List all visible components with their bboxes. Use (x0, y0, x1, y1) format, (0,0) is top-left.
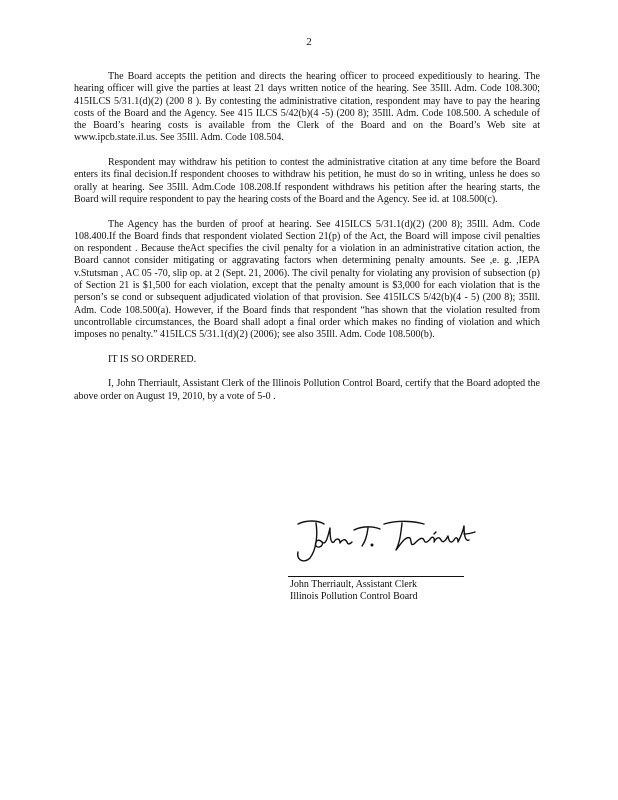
signature-block (290, 579, 418, 604)
paragraph-hearing: The Board accepts the petition and directs the hearing officer to proceed expeditiously to hearing. The hearing officer will give the parties at least 21 days written notice of the hearing. See 35Ill. Adm. Code 108.300; 415ILCS 5/31.1(d)(2) (200 8 ). By contesting the administrative citation, respondent may have to pay the hearing costs of the Board and the Agency. See 415 ILCS 5/42(b)(4 -5) (200 8); 35Ill. Adm. Code 108.500. A schedule of the Board’s hearing costs is available from the Clerk of the Board and on the Board’s Web site at www.ipcb.state.il.us. See 35Ill. Adm. Code 108.504. (74, 71, 540, 144)
paragraph-burden-of-proof: The Agency has the burden of proof at hearing. See 415ILCS 5/31.1(d)(2) (200 8); 35Ill. Adm. Code 108.400.If the Board finds that respondent violated Section 21(p) of the Act, the Board will impose civil penalties on respondent . Because theAct specifies the civil penalty for a violation in an administrative citation action, the Board cannot consider mitigating or aggravating factors when determining penalty amounts. See ,e. g. ,IEPA v.Stutsman , AC 05 -70, slip op. at 2 (Sept. 21, 2006). The civil penalty for violating any provision of subsection (p) of Section 21 is $1,500 for each violation, except that the penalty amount is $3,000 for each violation that is the person’s se cond or subsequent adjudicated violation of that provision. See 415ILCS 5/42(b)(4 - 5) (200 8); 35Ill. Adm. Code 108.500(a). However, if the Board finds that respondent “has shown that the violation resulted from uncontrollable circumstances, the Board shall adopt a final order which makes no finding of violation and which imposes no penalty.” 415ILCS 5/31.1(d)(2) (2006); see also 35Ill. Adm. Code 108.500(b). (74, 218, 540, 341)
order-body (74, 71, 540, 415)
clerk-certification: I, John Therriault, Assistant Clerk of the Illinois Pollution Control Board, certify that the Board adopted the above order on August 19, 2010, by a vote of 5-0 . (74, 378, 540, 402)
signatory-organization: Illinois Pollution Control Board (290, 591, 418, 603)
signatory-name-title: John Therriault, Assistant Clerk (290, 579, 418, 590)
paragraph-withdrawal: Respondent may withdraw his petition to contest the administrative citation at any time before the Board enters its final decision.If respondent chooses to withdraw his petition, he must do so in writing, unless he does so orally at hearing. See 35Ill. Adm.Code 108.208.If respondent withdraws his petition after the hearing starts, the Board will require respondent to pay the hearing costs of the Board and the Agency. See id. at 108.500(c). (74, 157, 540, 205)
handwritten-signature (288, 512, 478, 574)
signature-line (288, 576, 464, 577)
so-ordered: IT IS SO ORDERED. (108, 353, 197, 365)
page-number: 2 (306, 36, 312, 48)
